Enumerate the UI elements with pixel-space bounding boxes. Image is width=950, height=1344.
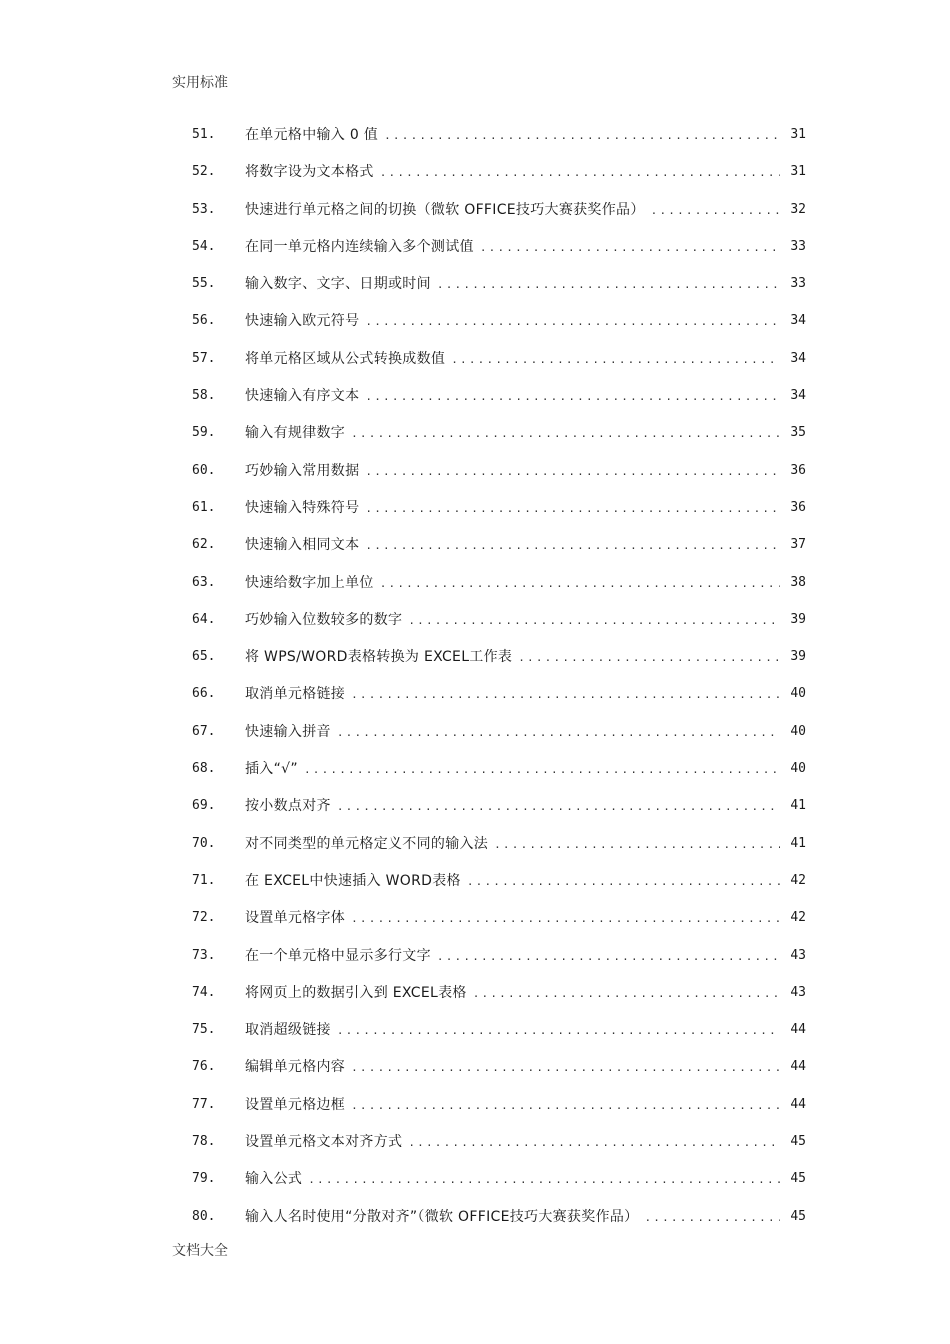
toc-entry[interactable] [0,907,950,944]
toc-entry-page: 34 [790,388,806,404]
dot-leader [473,983,780,1005]
toc-entry-number: 53. [192,201,216,217]
table-of-contents [0,124,950,1243]
toc-entry-page: 45 [790,1171,806,1187]
toc-entry-title: 快速输入相同文本 [245,537,360,554]
toc-entry-page: 45 [790,1134,806,1150]
toc-entry-title: 在一个单元格中显示多行文字 [245,947,431,964]
toc-entry-number: 57. [192,350,216,366]
toc-entry-page: 34 [790,350,806,366]
toc-entry-page: 33 [790,238,806,254]
toc-entry-title: 设置单元格字体 [245,910,346,927]
toc-entry-number: 59. [192,425,216,441]
toc-entry-title: 设置单元格边框 [245,1096,346,1113]
toc-entry[interactable] [0,1019,950,1056]
toc-entry-number: 58. [192,388,216,404]
toc-entry-number: 60. [192,462,216,478]
page-footer: 文档大全 [172,1243,228,1259]
dot-leader [308,1169,780,1191]
toc-entry-title: 在 EXCEL中快速插入 WORD表格 [245,872,461,889]
toc-entry-number: 80. [192,1208,216,1224]
dot-leader [480,237,780,259]
toc-entry[interactable] [0,982,950,1019]
toc-entry[interactable] [0,758,950,795]
toc-entry-title: 设置单元格文本对齐方式 [245,1134,403,1151]
toc-entry-number: 56. [192,313,216,329]
dot-leader [408,1132,780,1154]
toc-entry-page: 31 [790,127,806,142]
toc-entry-page: 42 [790,910,806,926]
toc-entry[interactable] [0,1094,950,1131]
toc-entry-title: 快速输入特殊符号 [245,499,360,516]
toc-entry-number: 55. [192,276,216,292]
toc-entry[interactable] [0,460,950,497]
toc-entry[interactable] [0,572,950,609]
toc-entry-page: 41 [790,798,806,814]
toc-entry-page: 42 [790,872,806,888]
toc-entry-page: 39 [790,649,806,665]
toc-entry-number: 77. [192,1096,216,1112]
toc-entry-number: 69. [192,798,216,814]
toc-entry[interactable] [0,833,950,870]
toc-entry-number: 72. [192,910,216,926]
toc-entry-title: 输入数字、文字、日期或时间 [245,276,431,293]
toc-entry-page: 36 [790,462,806,478]
dot-leader [644,1207,780,1229]
dot-leader [451,349,780,371]
dot-leader [380,162,780,184]
toc-entry-page: 32 [790,201,806,217]
toc-entry-number: 78. [192,1134,216,1150]
toc-entry[interactable] [0,1206,950,1243]
toc-entry-page: 40 [790,723,806,739]
dot-leader [304,759,780,781]
toc-entry-number: 67. [192,723,216,739]
toc-entry-page: 43 [790,947,806,963]
toc-entry-page: 44 [790,1022,806,1038]
toc-entry[interactable] [0,683,950,720]
toc-entry-title: 将 WPS/WORD表格转换为 EXCEL工作表 [245,649,513,666]
toc-entry[interactable] [0,273,950,310]
toc-entry-number: 75. [192,1022,216,1038]
toc-entry[interactable] [0,310,950,347]
toc-entry-page: 37 [790,537,806,553]
toc-entry-number: 61. [192,499,216,515]
dot-leader [408,610,780,632]
toc-entry-title: 编辑单元格内容 [245,1059,346,1076]
dot-leader [365,535,780,557]
toc-entry-title: 快速输入欧元符号 [245,313,360,330]
dot-leader [351,1057,780,1079]
toc-entry-number: 68. [192,761,216,777]
toc-entry-title: 在同一单元格内连续输入多个测试值 [245,238,474,255]
toc-entry-title: 在单元格中输入 0 值 [245,127,379,143]
toc-entry-number: 51. [192,127,216,142]
toc-entry[interactable] [0,422,950,459]
toc-entry[interactable] [0,348,950,385]
toc-entry-number: 54. [192,238,216,254]
toc-entry[interactable] [0,385,950,422]
toc-entry[interactable] [0,199,950,236]
toc-entry-page: 44 [790,1059,806,1075]
toc-entry-number: 63. [192,574,216,590]
toc-entry[interactable] [0,795,950,832]
toc-entry-page: 33 [790,276,806,292]
dot-leader [337,1020,780,1042]
toc-entry-page: 44 [790,1096,806,1112]
toc-entry-page: 38 [790,574,806,590]
toc-entry-page: 43 [790,984,806,1000]
toc-entry-title: 按小数点对齐 [245,798,331,815]
toc-entry-number: 64. [192,611,216,627]
dot-leader [351,1095,780,1117]
dot-leader [651,200,780,222]
toc-entry-page: 36 [790,499,806,515]
toc-entry[interactable] [0,161,950,198]
toc-entry-page: 45 [790,1208,806,1224]
toc-entry[interactable] [0,124,950,161]
toc-entry[interactable] [0,236,950,273]
toc-entry-number: 70. [192,835,216,851]
toc-entry[interactable] [0,609,950,646]
toc-entry[interactable] [0,870,950,907]
toc-entry-title: 巧妙输入常用数据 [245,462,360,479]
toc-entry-title: 取消超级链接 [245,1022,331,1039]
toc-entry-title: 快速进行单元格之间的切换（微软 OFFICE技巧大赛获奖作品） [245,201,645,218]
dot-leader [494,834,780,856]
toc-entry-page: 41 [790,835,806,851]
toc-entry[interactable] [0,1168,950,1205]
toc-entry-title: 插入“√” [245,761,298,778]
toc-entry-page: 40 [790,761,806,777]
toc-entry-page: 31 [790,164,806,180]
dot-leader [351,908,780,930]
toc-entry-title: 对不同类型的单元格定义不同的输入法 [245,835,489,852]
toc-entry-title: 将网页上的数据引入到 EXCEL表格 [245,984,467,1001]
toc-entry-title: 输入人名时使用“分散对齐”（微软 OFFICE技巧大赛获奖作品） [245,1208,639,1225]
toc-entry-number: 74. [192,984,216,1000]
toc-entry[interactable] [0,646,950,683]
toc-entry-number: 52. [192,164,216,180]
dot-leader [365,461,780,483]
dot-leader [437,274,780,296]
toc-entry-title: 输入公式 [245,1171,303,1188]
dot-leader [337,796,780,818]
toc-entry-title: 输入有规律数字 [245,425,346,442]
dot-leader [351,684,780,706]
toc-entry-title: 取消单元格链接 [245,686,346,703]
toc-entry[interactable] [0,945,950,982]
toc-entry-number: 76. [192,1059,216,1075]
page-header: 实用标准 [172,75,228,91]
dot-leader [365,311,780,333]
toc-entry-number: 66. [192,686,216,702]
dot-leader [380,573,780,595]
toc-entry-number: 73. [192,947,216,963]
toc-entry-number: 71. [192,872,216,888]
toc-entry-number: 62. [192,537,216,553]
toc-entry-page: 39 [790,611,806,627]
toc-entry-title: 巧妙输入位数较多的数字 [245,611,403,628]
dot-leader [337,722,780,744]
toc-entry-page: 34 [790,313,806,329]
toc-entry[interactable] [0,1131,950,1168]
toc-entry-page: 35 [790,425,806,441]
toc-entry[interactable] [0,497,950,534]
dot-leader [437,946,780,968]
toc-entry-title: 快速输入有序文本 [245,388,360,405]
dot-leader [467,871,780,893]
toc-entry-title: 快速输入拼音 [245,723,331,740]
dot-leader [365,386,780,408]
toc-entry-title: 将单元格区域从公式转换成数值 [245,350,446,367]
dot-leader [384,125,780,147]
toc-entry-page: 40 [790,686,806,702]
dot-leader [365,498,780,520]
toc-entry-number: 79. [192,1171,216,1187]
toc-entry-title: 快速给数字加上单位 [245,574,374,591]
toc-entry-number: 65. [192,649,216,665]
toc-entry[interactable] [0,1056,950,1093]
dot-leader [351,423,780,445]
dot-leader [518,647,780,669]
toc-entry[interactable] [0,534,950,571]
toc-entry[interactable] [0,721,950,758]
toc-entry-title: 将数字设为文本格式 [245,164,374,181]
